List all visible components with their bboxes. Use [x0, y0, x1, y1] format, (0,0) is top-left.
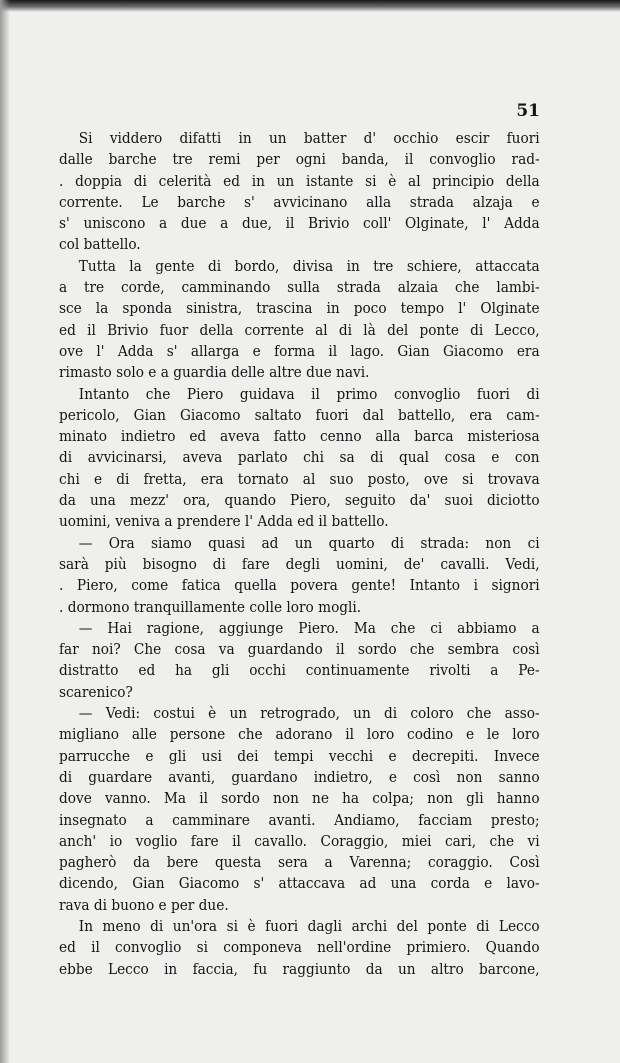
- text-line: . doppia di celerità ed in un istante si è al principio della: [59, 171, 540, 190]
- text-line: corrente. Le barche s' avvicinano alla strada alzaja e: [59, 192, 540, 211]
- text-line: Tutta la gente di bordo, divisa in tre schiere, attaccata: [78, 256, 540, 275]
- text-line: minato indietro ed aveva fatto cenno alla barca misteriosa: [59, 427, 540, 446]
- text-line: distratto ed ha gli occhi continuamente rivolti a Pe-: [59, 661, 540, 680]
- text-line: pericolo, Gian Giacomo saltato fuori dal battello, era cam-: [59, 405, 540, 424]
- text-line: da una mezz' ora, quando Piero, seguito da' suoi diciotto: [59, 491, 540, 510]
- page-top-shadow: [0, 0, 620, 12]
- text-line: . dormono tranquillamente colle loro mogli.: [59, 597, 362, 616]
- text-line: di guardare avanti, guardano indietro, e così non sanno: [59, 767, 540, 786]
- text-line: anch' io voglio fare il cavallo. Coraggio, miei cari, che vi: [59, 831, 540, 850]
- text-line: a tre corde, camminando sulla strada alzaia che lambi-: [59, 278, 540, 297]
- text-line: dalle barche tre remi per ogni banda, il convoglio rad-: [59, 150, 540, 169]
- text-line: pagherò da bere questa sera a Varenna; coraggio. Così: [59, 853, 540, 872]
- text-line: — Vedi: costui è un retrogrado, un di coloro che asso-: [78, 704, 540, 723]
- text-line: dove vanno. Ma il sordo non ne ha colpa; non gli hanno: [59, 789, 540, 808]
- text-line: scarenico?: [59, 682, 133, 701]
- text-line: sarà più bisogno di fare degli uomini, de' cavalli. Vedi,: [59, 554, 540, 573]
- text-line: . Piero, come fatica quella povera gente! Intanto i signori: [59, 576, 540, 595]
- text-line: di avvicinarsi, aveva parlato chi sa di qual cosa e con: [59, 448, 540, 467]
- text-line: rimasto solo e a guardia delle altre due navi.: [59, 363, 370, 382]
- text-line: ed il Brivio fuor della corrente al di là del ponte di Lecco,: [59, 320, 540, 339]
- text-line: col battello.: [59, 235, 141, 254]
- text-line: — Ora siamo quasi ad un quarto di strada: non ci: [78, 533, 540, 552]
- body-text: [59, 128, 540, 980]
- text-line: Si viddero difatti in un batter d' occhio escir fuori: [78, 129, 540, 147]
- page-left-shadow: [0, 0, 10, 1063]
- text-line: — Hai ragione, aggiunge Piero. Ma che ci abbiamo a: [78, 618, 540, 637]
- text-line: dicendo, Gian Giacomo s' attaccava ad una corda e lavo-: [59, 874, 540, 893]
- text-line: ove l' Adda s' allarga e forma il lago. Gian Giacomo era: [59, 341, 540, 360]
- text-line: chi e di fretta, era tornato al suo posto, ove si trovava: [59, 469, 540, 488]
- text-line: In meno di un'ora si è fuori dagli archi del ponte di Lecco: [78, 916, 540, 935]
- text-line: far noi? Che cosa va guardando il sordo che sembra così: [59, 640, 540, 659]
- text-line: insegnato a camminare avanti. Andiamo, facciam presto;: [59, 810, 540, 829]
- text-line: ed il convoglio si componeva nell'ordine primiero. Quando: [59, 938, 540, 957]
- text-line: ebbe Lecco in faccia, fu raggiunto da un altro barcone,: [59, 959, 540, 978]
- text-line: migliano alle persone che adorano il loro codino e le loro: [59, 725, 540, 744]
- text-line: rava di buono e per due.: [59, 895, 229, 914]
- text-line: parrucche e gli usi dei tempi vecchi e decrepiti. Invece: [59, 746, 540, 765]
- text-line: s' uniscono a due a due, il Brivio coll' Olginate, l' Adda: [59, 214, 540, 233]
- text-line: sce la sponda sinistra, trascina in poco tempo l' Olginate: [59, 299, 540, 318]
- page-number: 51: [516, 101, 540, 121]
- text-line: Intanto che Piero guidava il primo convoglio fuori di: [78, 384, 540, 403]
- text-line: uomini, veniva a prendere l' Adda ed il battello.: [59, 512, 389, 531]
